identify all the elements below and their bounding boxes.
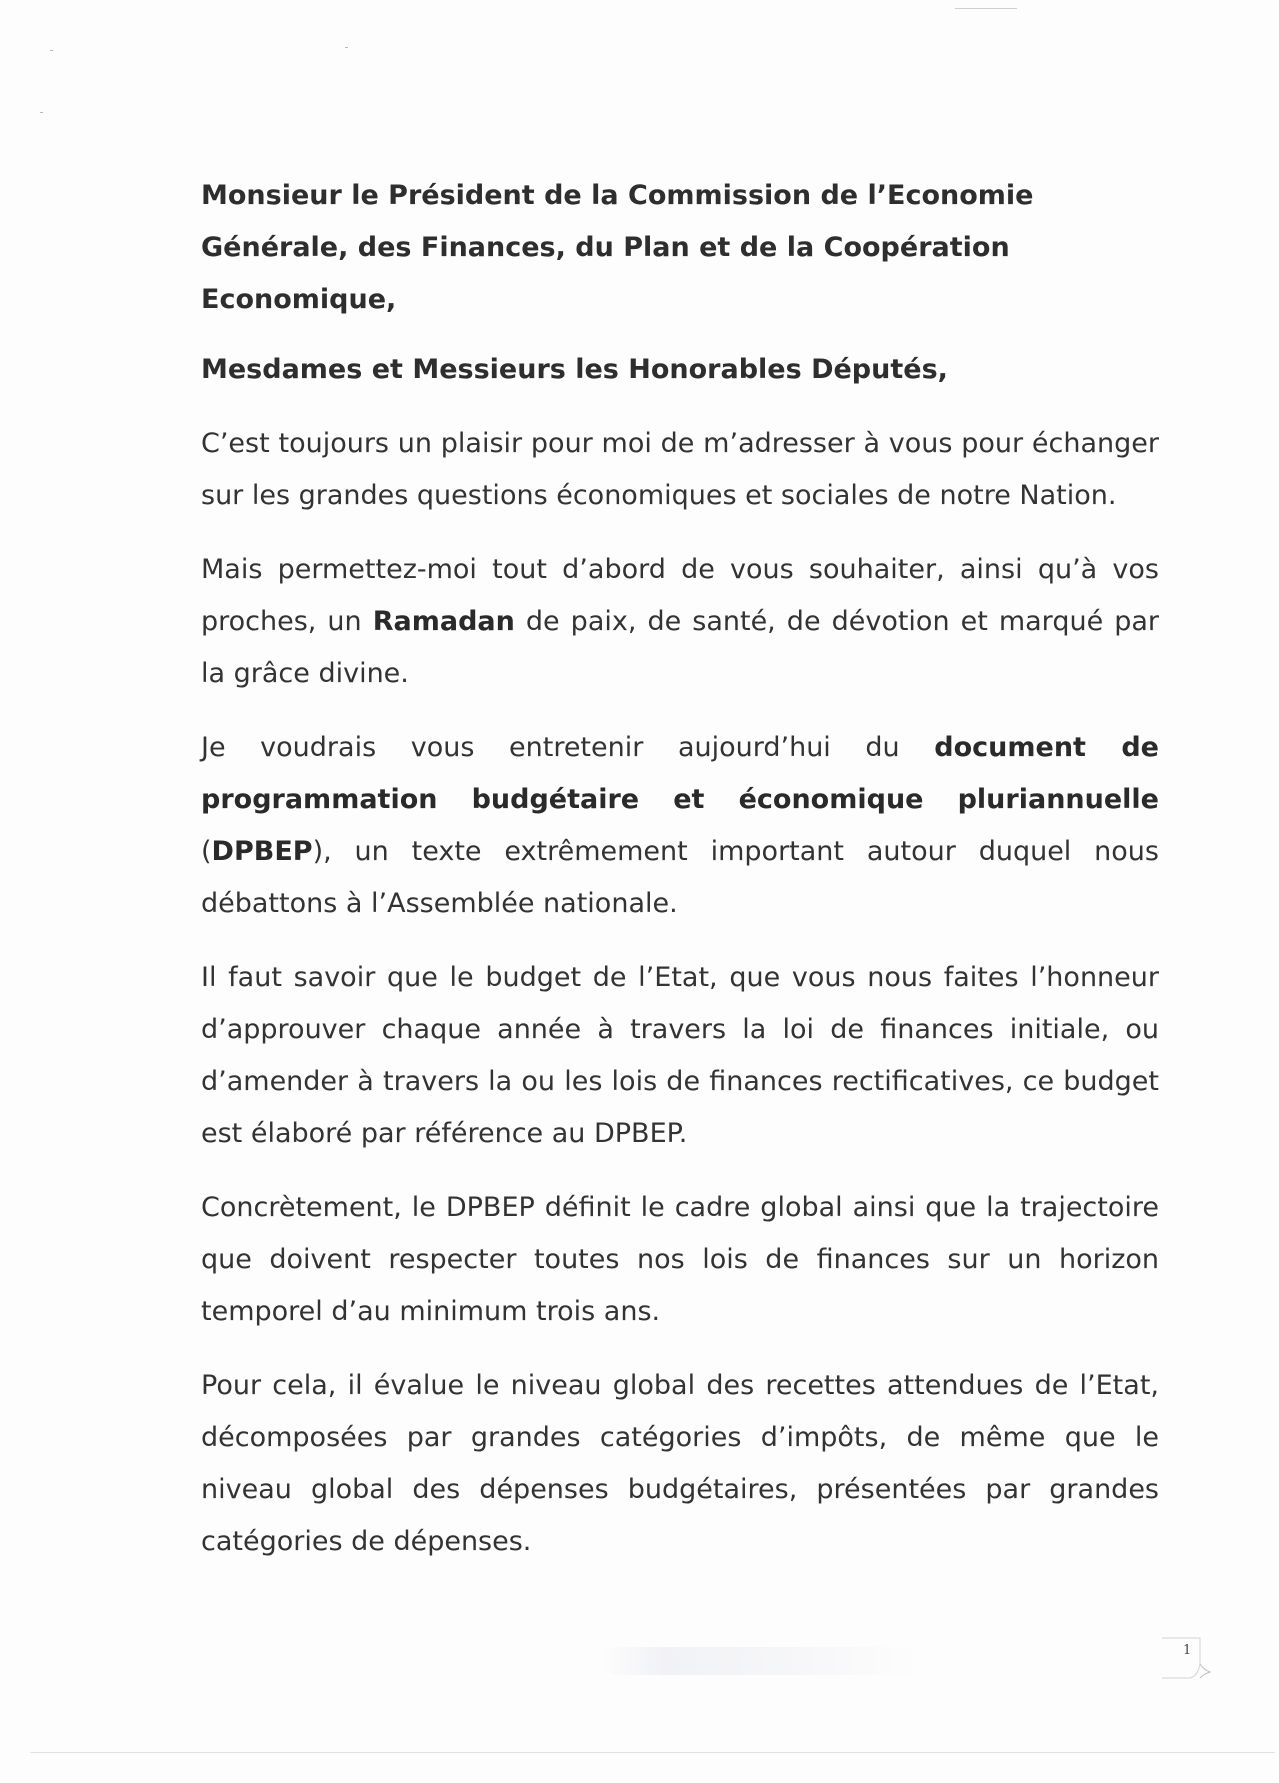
text-segment: Mais permettez-moi tout d’abord de vous souhaiter, ainsi qu’à vos proches, un [201, 554, 1159, 637]
bold-term-dpbep: DPBEP [211, 836, 313, 867]
scan-smudge [600, 1647, 920, 1675]
document-body [201, 170, 1159, 1568]
paragraph-framework: Concrètement, le DPBEP définit le cadre global ainsi que la trajectoire que doivent respecter toutes nos lois de finances sur un horizon temporel d’au minimum trois ans. [201, 1192, 1159, 1327]
paragraph-revenues: Pour cela, il évalue le niveau global des recettes attendues de l’Etat, décomposées par grandes catégories d’impôts, de même que le niveau global des dépenses budgétaires, présentées par grandes catégories de dépenses. [201, 1370, 1159, 1557]
salutation-heading-deputies: Mesdames et Messieurs les Honorables Députés, [201, 354, 948, 385]
text-segment: ( [201, 836, 212, 867]
paragraph-ramadan [201, 544, 1159, 700]
paragraph-budget: Il faut savoir que le budget de l’Etat, que vous nous faites l’honneur d’approuver chaque année à travers la loi de finances initiale, ou d’amender à travers la ou les lois de finances rectificatives, ce budget est élaboré par référence au DPBEP. [201, 962, 1159, 1149]
page-number: 1 [1183, 1643, 1192, 1658]
bold-term-ramadan: Ramadan [372, 606, 515, 637]
text-segment: de paix, de santé, de dévotion et marqué par la grâce divine. [201, 606, 1160, 689]
bold-term-document: document de programmation budgétaire et économique pluriannuelle [201, 732, 1159, 815]
scan-edge [30, 1752, 1275, 1753]
scan-speck [50, 50, 53, 51]
scan-speck [345, 47, 348, 48]
paragraph-intro: C’est toujours un plaisir pour moi de m’adresser à vous pour échanger sur les grandes questions économiques et sociales de notre Nation. [201, 428, 1159, 511]
scan-speck [40, 112, 43, 113]
salutation-heading-president: Monsieur le Président de la Commission de l’Economie Générale, des Finances, du Plan et de la Coopération Economique, [201, 180, 1034, 315]
paragraph-dpbep-intro [201, 722, 1159, 930]
scan-mark [955, 8, 1017, 9]
text-segment: Je voudrais vous entretenir aujourd’hui du [201, 732, 935, 763]
text-segment: ), un texte extrêmement important autour duquel nous débattons à l’Assemblée nationale. [201, 836, 1159, 919]
